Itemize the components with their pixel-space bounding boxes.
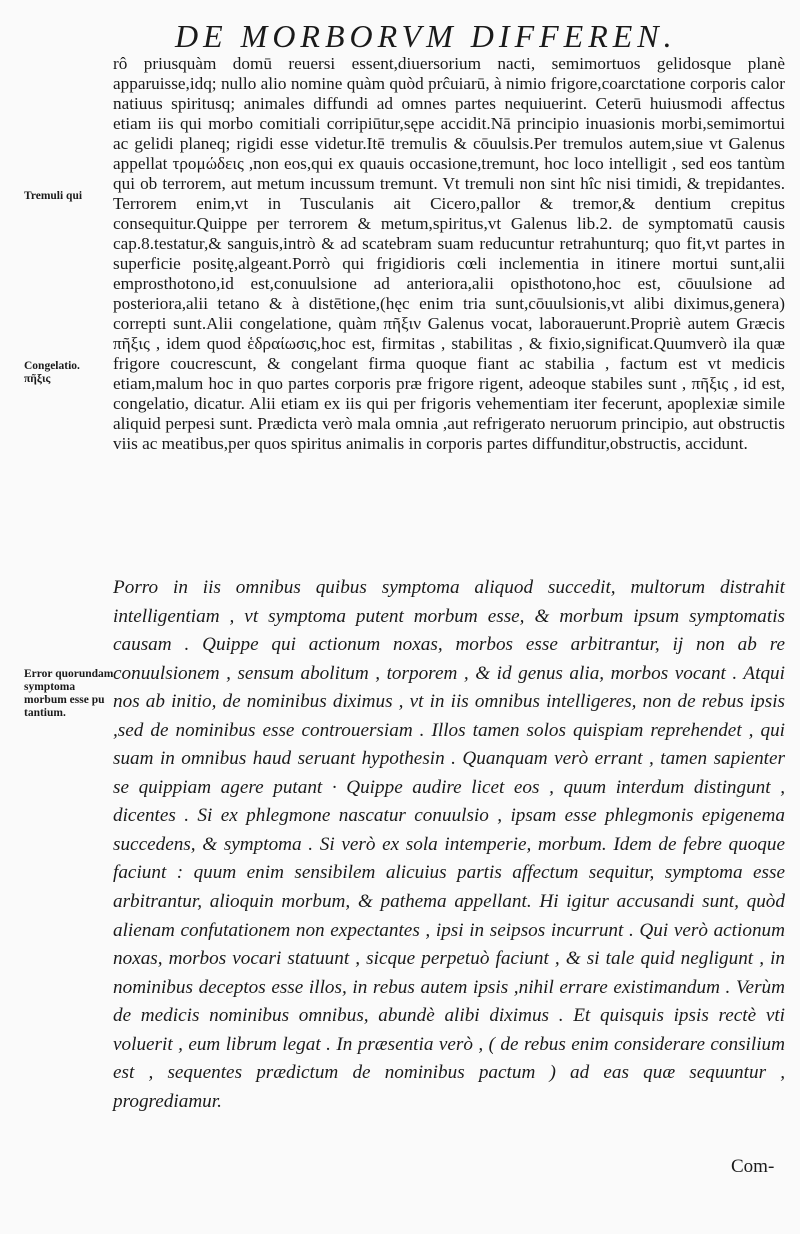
margin-note-congelatio-greek: πῆξις <box>24 373 51 385</box>
margin-note-congelatio-latin: Congelatio. <box>24 360 80 372</box>
margin-note-congelatio <box>24 360 114 386</box>
running-title: DE MORBORVM DIFFEREN. <box>175 18 677 54</box>
catchword: Com- <box>731 1156 775 1177</box>
body-paragraph-roman: rô priusquàm domū reuersi essent,diuersorium nacti, semimortuos gelidosque planè apparuisse,idq; nullo alio nomine quàm quòd prĉuiarū, à nimio frigore,coarctatione corporis calor natiuus spiritusq; animales diffundi ad omnes partes nequiuerint. Ceterū huiusmodi affectus etiam iis qui morbo comitiali corripiūtur,sępe accidit.Nā principio inuasionis morbi,semimortui ac gelidi planeq; rigidi esse videtur.Itē tremulis & cōuulsis.Per tremulos autem,siue vt Galenus appellat τρομώδεις ,non eos,qui ex quauis occasione,tremunt, hoc loco intelligit , sed eos tantùm qui ob terrorem, aut metum incussum tremunt. Vt tremuli non sint hîc nisi timidi, & trepidantes. Terrorem enim,vt in Tusculanis ait Cicero,pallor & tremor,& dentium crepitus consequitur.Quippe per terrorem & metum,spiritus,vt Galenus lib.2. de symptomatū causis cap.8.testatur,& sanguis,intrò & ad scatebram suam reducuntur retrahunturq; quo fit,vt partes in superficie positę,algeant.Porrò qui frigidioris cœli inclementia in itinere mortui sunt,alii emprosthotono,id est,conuulsione ad anteriora,alii opisthotono,hoc est, cōuulsione ad posteriora,alii tetano & à distētione,(hęc enim tria sunt,cōuulsionis,vt alibi diximus,genera) correpti sunt.Alii congelatione, quàm πῆξιν Galenus vocat, laborauerunt.Propriè autem Græcis πῆξις , idem quod ἑδραίωσις,hoc est, firmitas , stabilitas , & fixio,significat.Quumverò ila quæ frigore coucrescunt, & congelant firma quoque fiant ac stabilia , factum est vt medicis etiam,malum hoc in quo partes corporis præ frigore rigent, adeoque stabiles sunt , πῆξις , id est, congelatio, dicatur. Alii etiam ex iis qui per frigoris vehementiam iter fecerunt, apoplexiæ simile aliquid perpesi sunt. Prædicta verò mala omnia ,aut refrigerato neruorum principio, aut obstructis viis ac meatibus,per quos spiritus animalis in corporis partes diffunditur,obstructis, accidunt. <box>113 54 785 453</box>
margin-note-error: Error quorundam symptoma morbum esse pu tantium. <box>24 668 114 719</box>
body-paragraph-italic: Porro in iis omnibus quibus symptoma aliquod succedit, multorum distrahit intelligentiam , vt symptoma putent morbum esse, & morbum ipsum symptomatis causam . Quippe qui actionum noxas, morbos esse arbitrantur, ij non ab re conuulsionem , sensum abolitum , torporem , & id genus alia, morbos vocant . Atqui nos ab initio, de nominibus diximus , vt in iis omnibus intelligeres, non de rebus ipsis ,sed de nominibus esse controuersiam . Illos tamen solos quispiam reprehendet , qui suam in omnibus haud seruant hypothesin . Quanquam verò errant , tamen sapienter se quippiam agere putant · Quippe audire licet eos , quum interdum distingunt , dicentes . Si ex phlegmone nascatur conuulsio , ipsam esse phlegmonis epigenema succedens, & symptoma . Si verò ex sola intemperie, morbum. Idem de febre quoque faciunt : quum enim sensibilem alicuius partis affectum sequitur, symptoma esse arbitrantur, alioquin morbum, & pathema appellant. Hi igitur accusandi sunt, quòd alienam confutationem non expectantes , ipsi in seipsos incurrunt . Qui verò actionum noxas, morbos vocari statuunt , sicque perpetuò faciunt , & si tale quid negligunt , in nominibus deceptos esse illos, in rebus autem ipsis ,nihil errare existimandum . Verùm de medicis nominibus omnibus, abundè alibi diximus . Et quisquis ipsis rectè vti voluerit , eum librum legat . In præsentia verò , ( de rebus enim considerare consilium est , sequentes prædictum de nominibus pactum ) ad eas quæ sequuntur , progrediamur. <box>113 577 785 1112</box>
margin-note-tremuli: Tremuli qui <box>24 190 83 202</box>
